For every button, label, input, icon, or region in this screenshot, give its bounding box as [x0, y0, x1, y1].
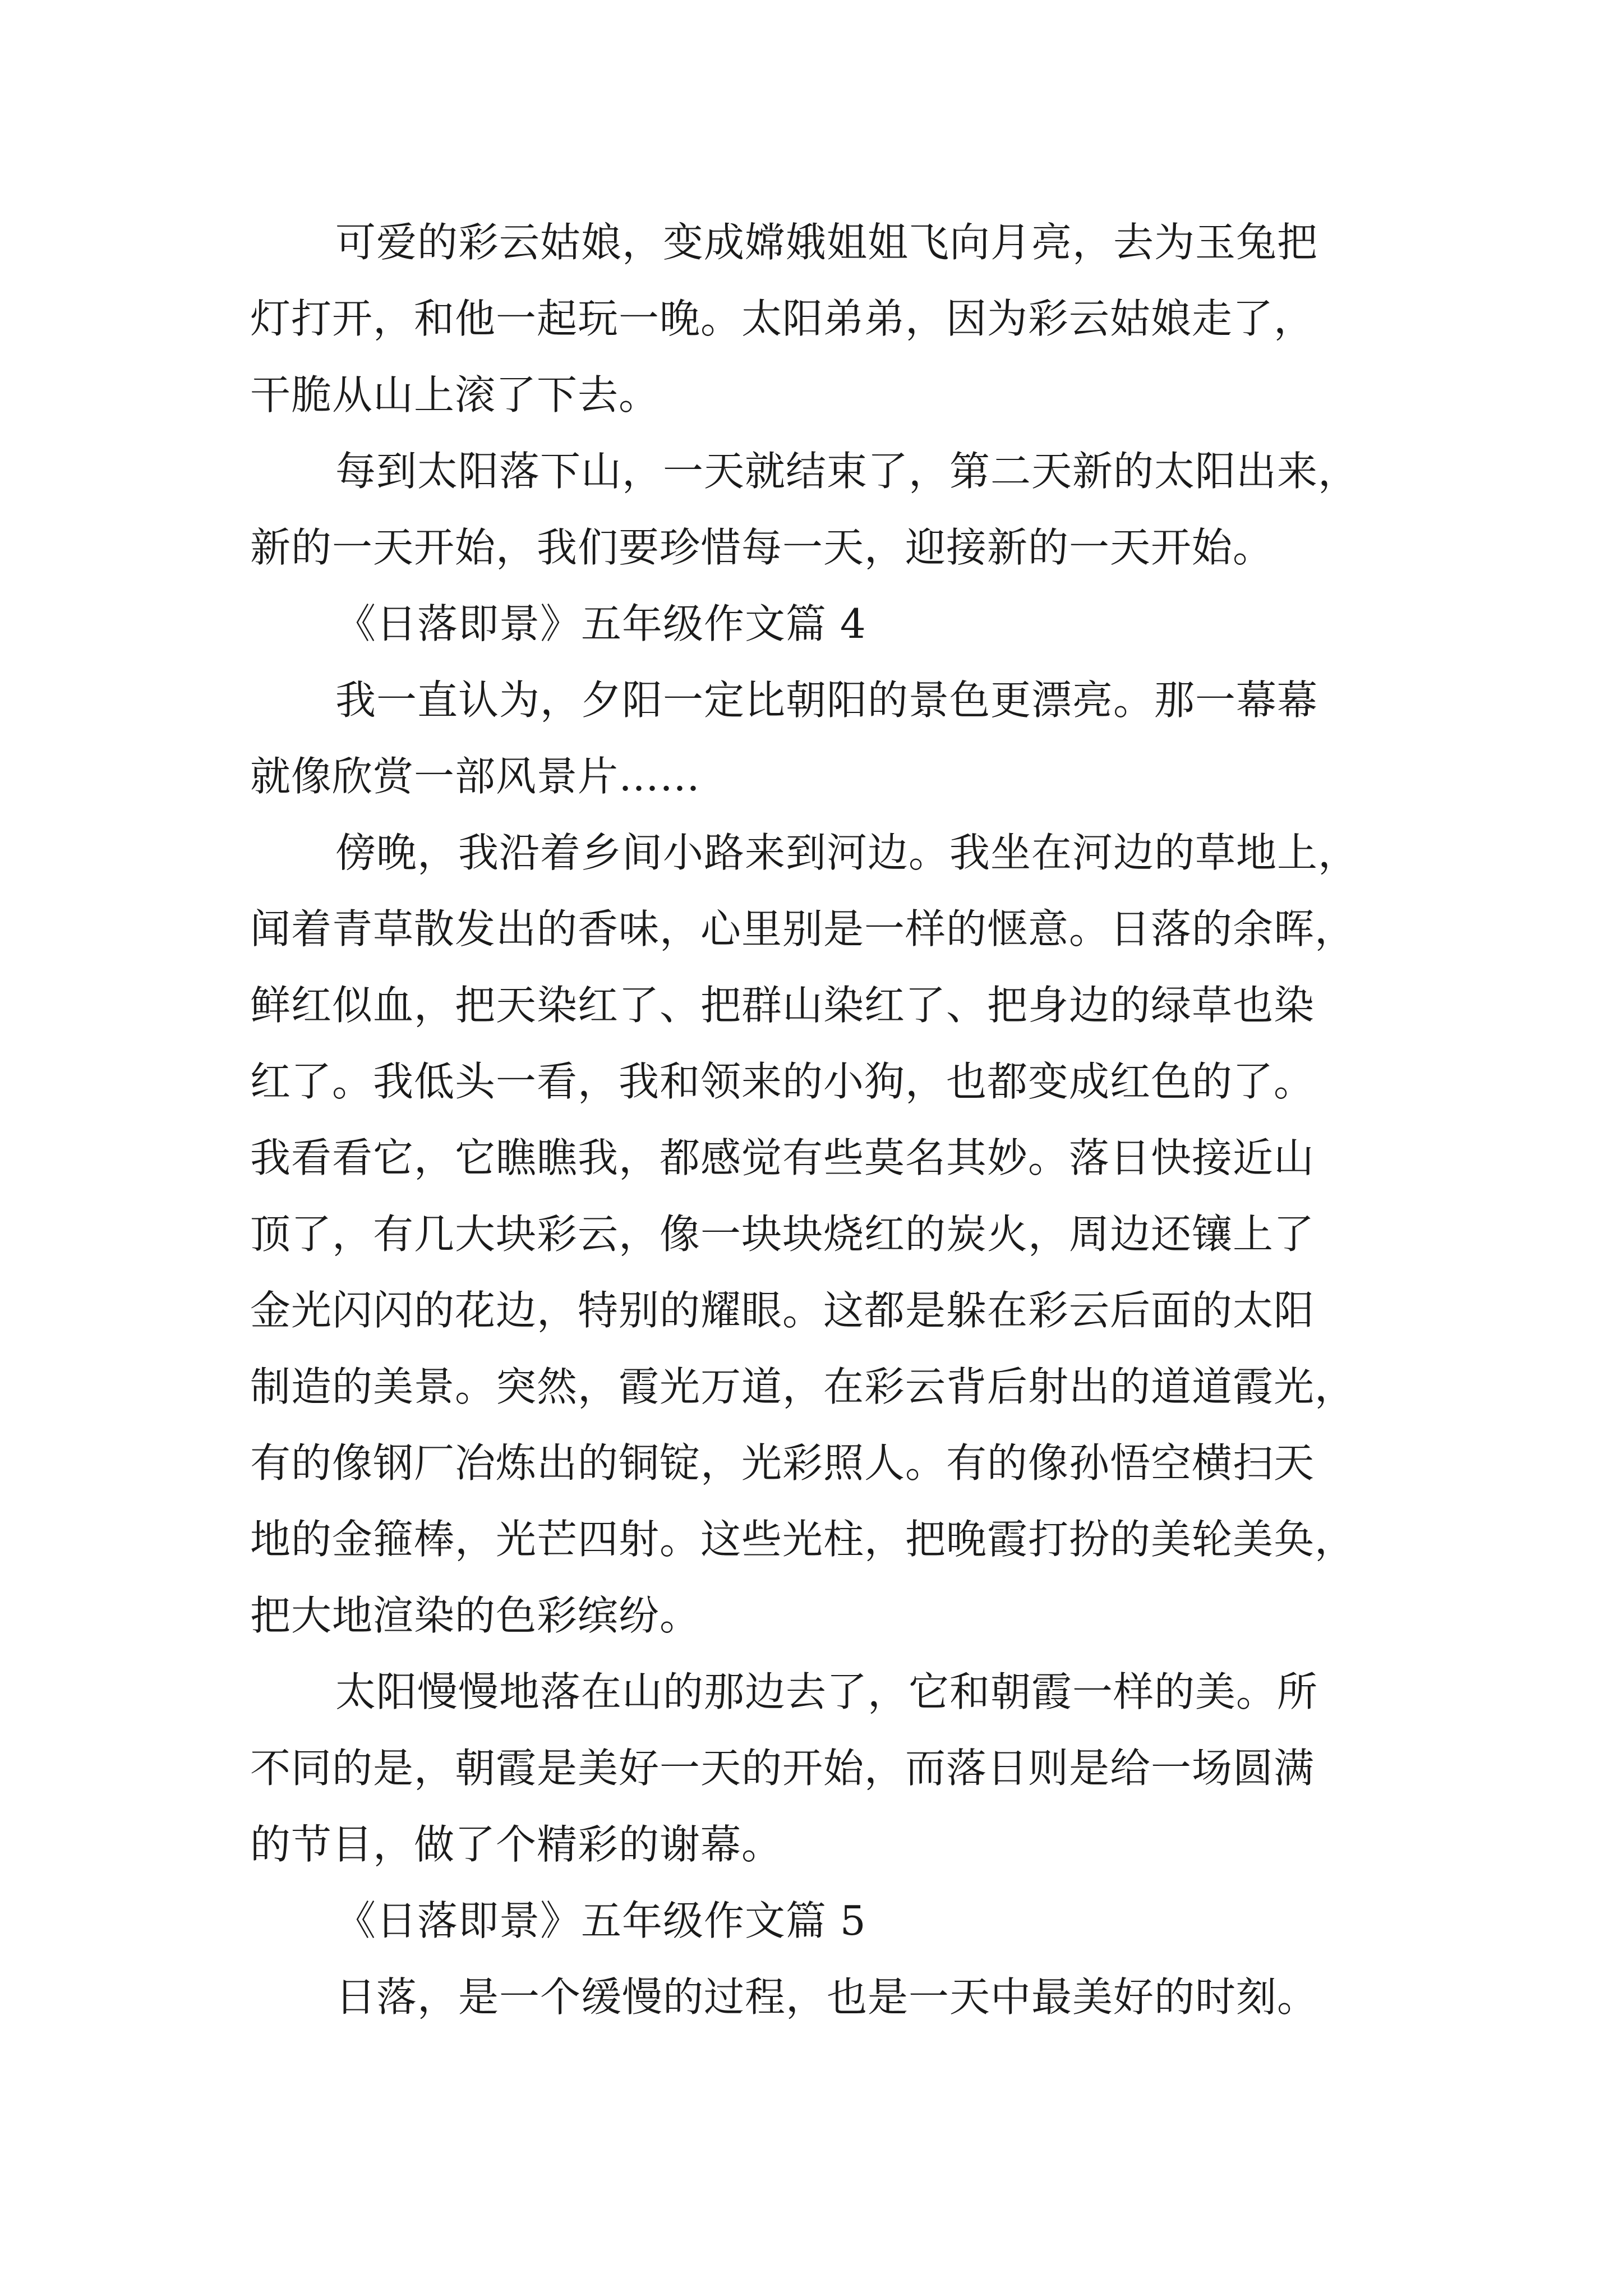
paragraph-line: 红了。我低头一看，我和领来的小狗，也都变成红色的了。: [250, 1058, 1315, 1105]
paragraph-line: 的节目，做了个精彩的谢幕。: [250, 1821, 783, 1868]
paragraph-line: 傍晚，我沿着乡间小路来到河边。我坐在河边的草地上，: [335, 829, 1359, 876]
section-heading: 《日落即景》五年级作文篇 5: [335, 1897, 866, 1944]
paragraph-line: 有的像钢厂冶炼出的铜锭，光彩照人。有的像孙悟空横扫天: [250, 1439, 1315, 1487]
paragraph-line: 不同的是，朝霞是美好一天的开始，而落日则是给一场圆满: [250, 1745, 1315, 1792]
paragraph-line: 每到太阳落下山，一天就结束了，第二天新的太阳出来，: [335, 448, 1359, 495]
paragraph-line: 可爱的彩云姑娘，变成嫦娥姐姐飞向月亮，去为玉兔把: [335, 219, 1318, 266]
paragraph-line: 太阳慢慢地落在山的那边去了，它和朝霞一样的美。所: [335, 1668, 1318, 1715]
paragraph-line: 把大地渲染的色彩缤纷。: [250, 1592, 701, 1639]
document-body: [250, 204, 1394, 2035]
paragraph-line: 新的一天开始，我们要珍惜每一天，迎接新的一天开始。: [250, 524, 1274, 571]
section-heading: 《日落即景》五年级作文篇 4: [335, 600, 866, 647]
paragraph-line: 闻着青草散发出的香味，心里别是一样的惬意。日落的余晖，: [250, 905, 1356, 953]
paragraph-line: 顶了，有几大块彩云，像一块块烧红的炭火，周边还镶上了: [250, 1211, 1315, 1258]
paragraph-line: 金光闪闪的花边，特别的耀眼。这都是躲在彩云后面的太阳: [250, 1287, 1315, 1334]
paragraph-line: 我一直认为，夕阳一定比朝阳的景色更漂亮。那一幕幕: [335, 677, 1318, 724]
paragraph-line: 我看看它，它瞧瞧我，都感觉有些莫名其妙。落日快接近山: [250, 1134, 1315, 1181]
paragraph-line: 制造的美景。突然，霞光万道，在彩云背后射出的道道霞光，: [250, 1363, 1356, 1410]
paragraph-line: 鲜红似血，把天染红了、把群山染红了、把身边的绿草也染: [250, 982, 1315, 1029]
paragraph-line: 日落，是一个缓慢的过程，也是一天中最美好的时刻。: [335, 1973, 1318, 2021]
paragraph-line: 地的金箍棒，光芒四射。这些光柱，把晚霞打扮的美轮美奂，: [250, 1516, 1356, 1563]
paragraph-line: 就像欣赏一部风景片……: [250, 753, 701, 800]
paragraph-line: 干脆从山上滚了下去。: [250, 371, 660, 418]
paragraph-line: 灯打开，和他一起玩一晚。太阳弟弟，因为彩云姑娘走了，: [250, 295, 1315, 342]
